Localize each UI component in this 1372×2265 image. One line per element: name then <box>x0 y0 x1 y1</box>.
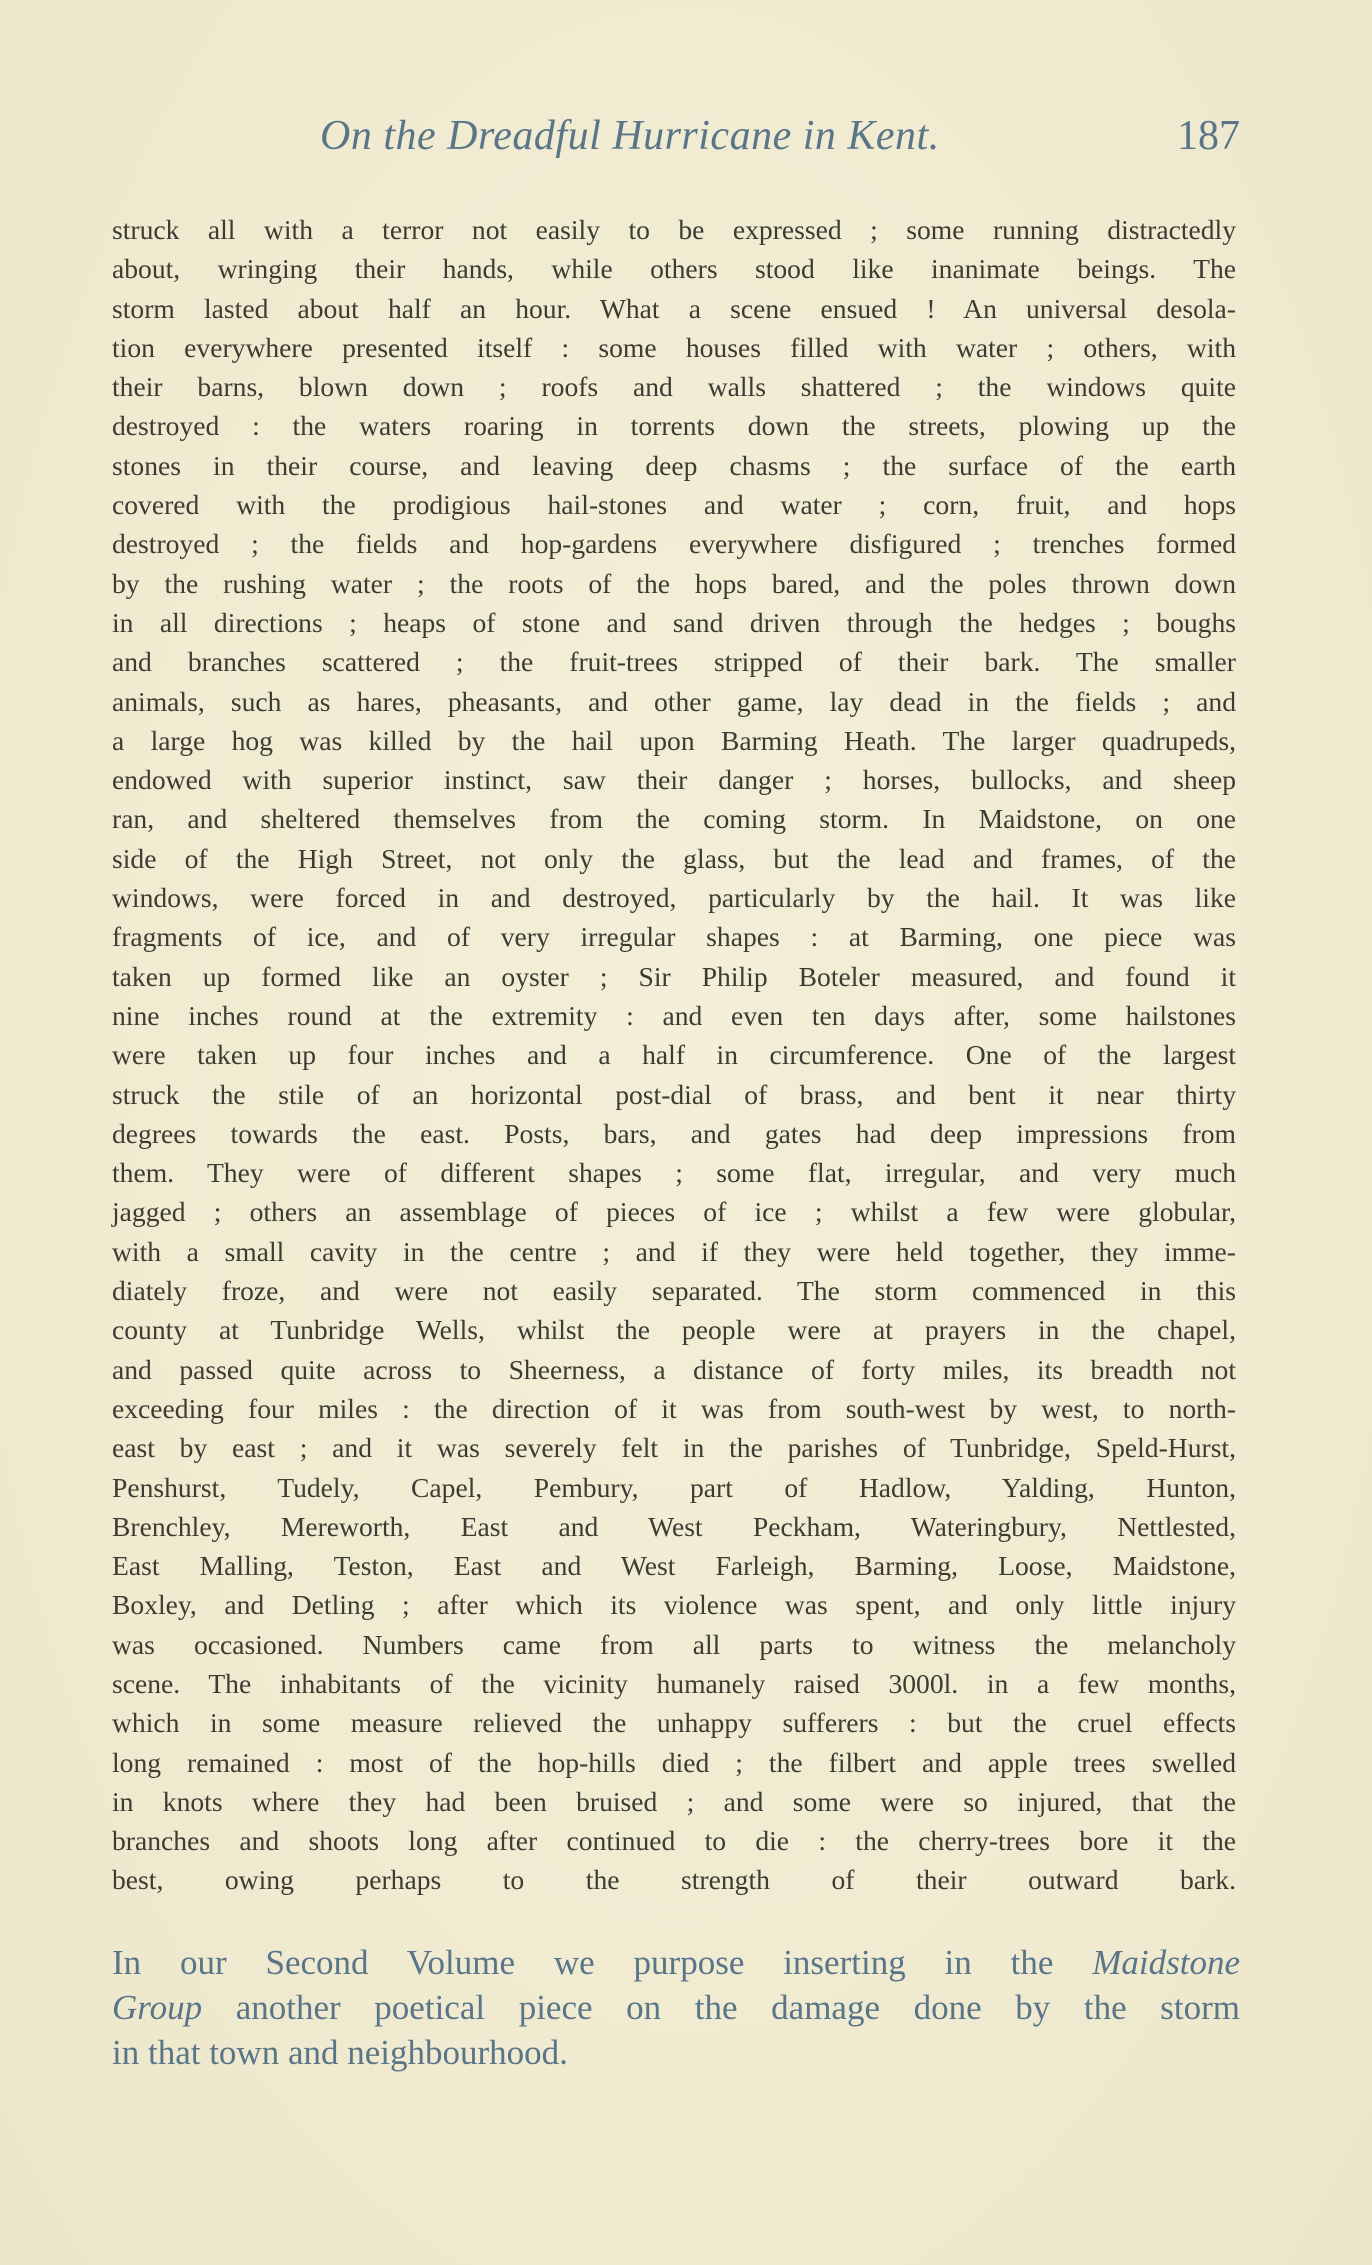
body-paragraph <box>112 210 1236 1939</box>
running-head <box>112 112 1240 172</box>
text-line: East Malling, Teston, East and West Farleigh, Barming, Loose, Maidstone, <box>112 1550 1236 1582</box>
text-line: in all directions ; heaps of stone and sand driven through the hedges ; boughs <box>112 606 1236 638</box>
text-line: and passed quite across to Sheerness, a distance of forty miles, its breadth not <box>112 1353 1236 1385</box>
text-line: Brenchley, Mereworth, East and West Peckham, Wateringbury, Nettlested, <box>112 1510 1236 1542</box>
text-line: destroyed ; the fields and hop-gardens everywhere disfigured ; trenches formed <box>112 528 1236 560</box>
page-number: 187 <box>1177 113 1240 159</box>
note-line <box>112 1940 1240 1985</box>
text-line: windows, were forced in and destroyed, particularly by the hail. It was like <box>112 882 1236 914</box>
note-text: another poetical piece on the damage done by the storm <box>235 1988 1240 2027</box>
text-line: was occasioned. Numbers came from all parts to witness the melancholy <box>112 1628 1236 1660</box>
text-line: nine inches round at the extremity : and even ten days after, some hailstones <box>112 999 1236 1031</box>
editorial-note <box>112 1940 1240 2075</box>
text-line: stones in their course, and leaving deep chasms ; the surface of the earth <box>112 449 1236 481</box>
text-line: about, wringing their hands, while others stood like inanimate beings. The <box>112 253 1236 285</box>
text-line: were taken up four inches and a half in circumference. One of the largest <box>112 1039 1236 1071</box>
text-line: endowed with superior instinct, saw their danger ; horses, bullocks, and sheep <box>112 764 1236 796</box>
text-line: exceeding four miles : the direction of it was from south-west by west, to north- <box>112 1392 1236 1424</box>
text-line: destroyed : the waters roaring in torrents down the streets, plowing up the <box>112 410 1236 442</box>
text-line: best, owing perhaps to the strength of their outward bark. <box>112 1864 1236 1896</box>
text-line: county at Tunbridge Wells, whilst the people were at prayers in the chapel, <box>112 1314 1236 1346</box>
text-line <box>112 1900 1236 1939</box>
text-line: east by east ; and it was severely felt in the parishes of Tunbridge, Speld-Hurst, <box>112 1432 1236 1464</box>
text-line: fragments of ice, and of very irregular shapes : at Barming, one piece was <box>112 921 1236 953</box>
text-line: struck all with a terror not easily to be expressed ; some running distractedly <box>112 214 1236 245</box>
text-line: side of the High Street, not only the glass, but the lead and frames, of the <box>112 842 1236 874</box>
text-line: them. They were of different shapes ; some flat, irregular, and very much <box>112 1157 1236 1189</box>
note-italic-text: Group <box>112 1988 203 2027</box>
text-line: jagged ; others an assemblage of pieces of ice ; whilst a few were globular, <box>112 1196 1236 1228</box>
text-line: by the rushing water ; the roots of the hops bared, and the poles thrown down <box>112 567 1236 599</box>
text-line: degrees towards the east. Posts, bars, and gates had deep impressions from <box>112 1117 1236 1149</box>
text-line: ran, and sheltered themselves from the coming storm. In Maidstone, on one <box>112 803 1236 835</box>
text-line: Penshurst, Tudely, Capel, Pembury, part of Hadlow, Yalding, Hunton, <box>112 1471 1236 1503</box>
running-title: On the Dreadful Hurricane in Kent. <box>320 113 940 159</box>
text-line: with a small cavity in the centre ; and if they were held together, they imme- <box>112 1235 1236 1267</box>
note-italic-text: Maidstone <box>1092 1943 1241 1982</box>
text-line: and branches scattered ; the fruit-trees stripped of their bark. The smaller <box>112 646 1236 678</box>
text-line: branches and shoots long after continued to die : the cherry-trees bore it the <box>112 1825 1236 1857</box>
text-line: struck the stile of an horizontal post-dial of brass, and bent it near thirty <box>112 1078 1236 1110</box>
text-line: their barns, blown down ; roofs and walls shattered ; the windows quite <box>112 371 1236 403</box>
text-line: diately froze, and were not easily separated. The storm commenced in this <box>112 1275 1236 1307</box>
text-line: long remained : most of the hop-hills died ; the filbert and apple trees swelled <box>112 1746 1236 1778</box>
text-line: animals, such as hares, pheasants, and other game, lay dead in the fields ; and <box>112 685 1236 717</box>
note-line <box>112 1985 1240 2030</box>
text-line: taken up formed like an oyster ; Sir Philip Boteler measured, and found it <box>112 960 1236 992</box>
note-line: in that town and neighbourhood. <box>112 2033 568 2072</box>
text-line: storm lasted about half an hour. What a scene ensued ! An universal desola- <box>112 292 1236 324</box>
text-line: tion everywhere presented itself : some houses filled with water ; others, with <box>112 331 1236 363</box>
text-line: scene. The inhabitants of the vicinity humanely raised 3000l. in a few months, <box>112 1667 1236 1699</box>
note-text: In our Second Volume we purpose inserting in the <box>112 1943 1054 1982</box>
text-line: covered with the prodigious hail-stones and water ; corn, fruit, and hops <box>112 489 1236 521</box>
text-line: which in some measure relieved the unhappy sufferers : but the cruel effects <box>112 1707 1236 1739</box>
text-line: a large hog was killed by the hail upon Barming Heath. The larger quadrupeds, <box>112 724 1236 756</box>
text-line: in knots where they had been bruised ; and some were so injured, that the <box>112 1785 1236 1817</box>
text-line: Boxley, and Detling ; after which its violence was spent, and only little injury <box>112 1589 1236 1621</box>
